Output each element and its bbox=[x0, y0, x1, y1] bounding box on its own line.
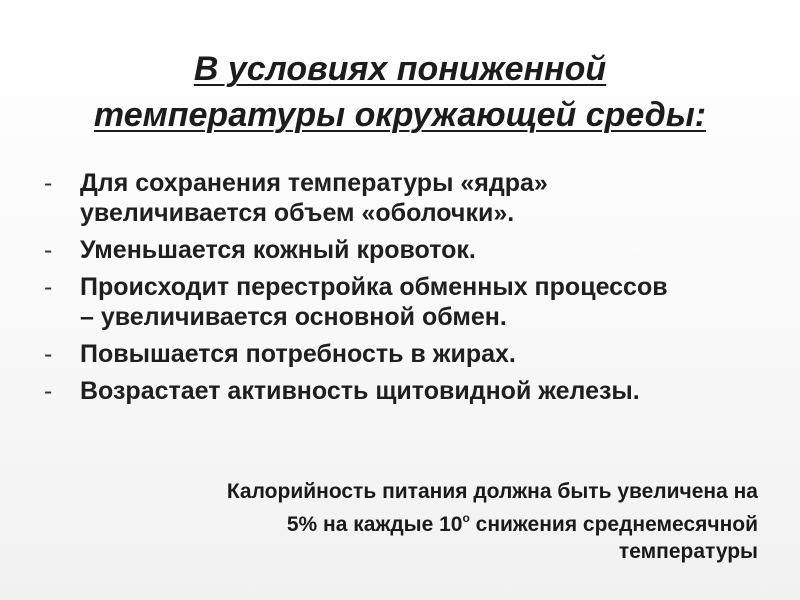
note-line-2-end: снижения среднемесячной bbox=[469, 513, 758, 536]
bullet-text: Возрастает активность щитовидной железы. bbox=[80, 377, 640, 405]
dash-marker: - bbox=[44, 273, 53, 301]
bullet-text: Повышается потребность в жирах. bbox=[80, 340, 516, 368]
bullet-text: Уменьшается кожный кровоток. bbox=[80, 236, 476, 264]
note-line-2 bbox=[58, 505, 758, 538]
note-line-2-start: 5% на каждые 10 bbox=[286, 513, 463, 536]
list-item bbox=[44, 339, 684, 369]
list-item bbox=[44, 168, 684, 228]
note-line-1: Калорийность питания должна быть увеличена на bbox=[226, 480, 758, 503]
title-line-2: температуры окружающей среды: bbox=[93, 96, 707, 134]
list-item bbox=[44, 235, 684, 265]
dash-marker: - bbox=[44, 236, 53, 264]
degree-superscript: о bbox=[462, 511, 470, 525]
calorie-note bbox=[58, 478, 758, 565]
slide-title bbox=[0, 46, 800, 138]
title-line-1: В условиях пониженной bbox=[193, 50, 607, 88]
bullet-text: Для сохранения температуры «ядра» увеличивается объем «оболочки». bbox=[80, 169, 548, 227]
note-line-3: температуры bbox=[618, 540, 758, 563]
bullet-list bbox=[44, 168, 684, 413]
list-item bbox=[44, 272, 684, 332]
dash-marker: - bbox=[44, 169, 53, 197]
dash-marker: - bbox=[44, 340, 53, 368]
bullet-text: Происходит перестройка обменных процессов – увеличивается основной обмен. bbox=[80, 273, 668, 331]
list-item bbox=[44, 376, 684, 406]
dash-marker: - bbox=[44, 377, 53, 405]
